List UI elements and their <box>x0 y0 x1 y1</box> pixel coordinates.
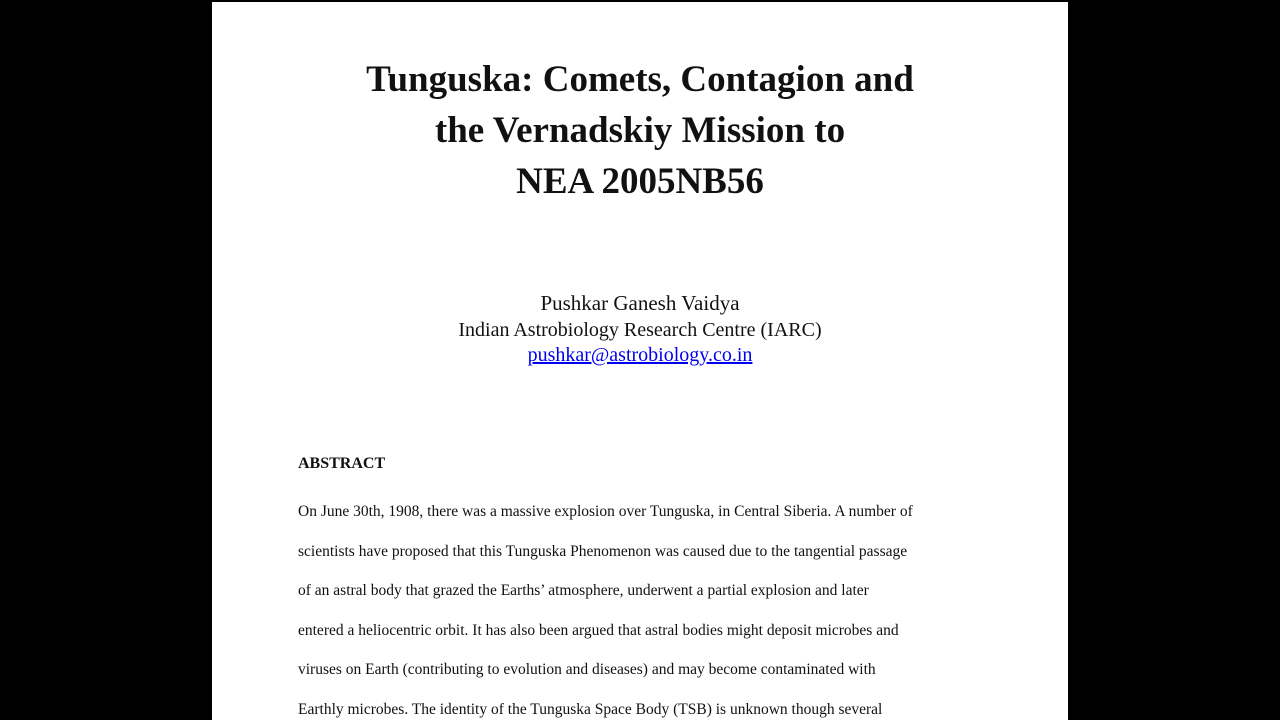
author-name: Pushkar Ganesh Vaidya <box>540 291 740 315</box>
abstract-line: entered a heliocentric orbit. It has also been argued that astral bodies might deposit microbes and <box>298 621 899 639</box>
abstract-line: Earthly microbes. The identity of the Tunguska Space Body (TSB) is unknown though several <box>298 700 883 718</box>
author-email-link[interactable]: pushkar@astrobiology.co.in <box>527 344 753 366</box>
abstract-body <box>298 492 998 720</box>
abstract-heading: ABSTRACT <box>298 455 386 472</box>
title-line: NEA 2005NB56 <box>516 161 764 202</box>
abstract-line: viruses on Earth (contributing to evolution and diseases) and may become contaminated with <box>298 661 876 678</box>
author-block <box>212 289 1068 367</box>
title-line: the Vernadskiy Mission to <box>434 110 846 151</box>
abstract-line: of an astral body that grazed the Earths’ atmosphere, underwent a partial explosion and later <box>298 582 869 599</box>
document-page <box>212 2 1068 720</box>
abstract-line: On June 30th, 1908, there was a massive explosion over Tunguska, in Central Siberia. A number of <box>298 503 913 520</box>
title-line: Tunguska: Comets, Contagion and <box>366 59 914 100</box>
abstract-line: scientists have proposed that this Tunguska Phenomenon was caused due to the tangential passage <box>298 542 908 560</box>
paper-title <box>212 54 1068 207</box>
author-affiliation: Indian Astrobiology Research Centre (IARC) <box>458 319 822 341</box>
